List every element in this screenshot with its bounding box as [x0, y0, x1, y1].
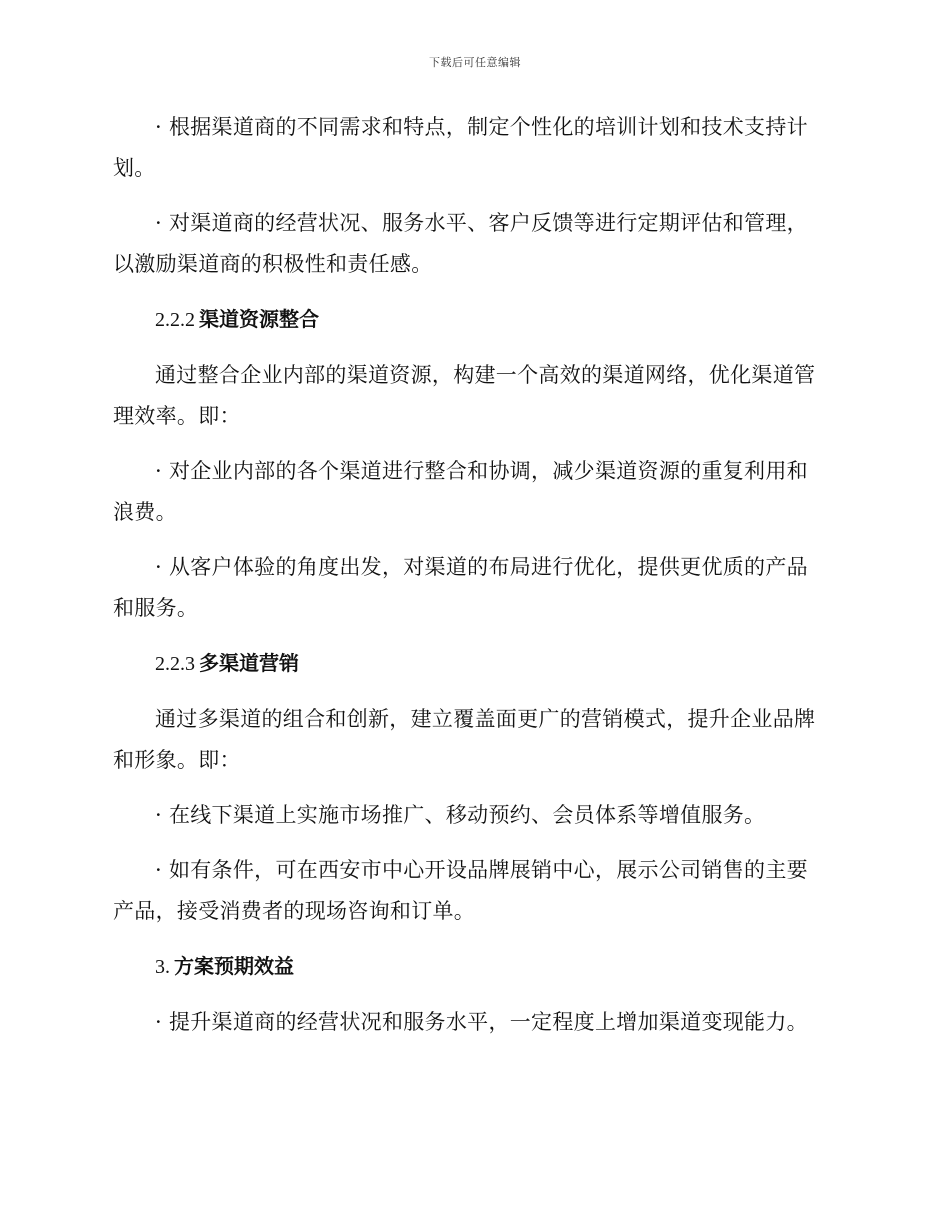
section-heading — [113, 643, 828, 685]
bullet-paragraph: · 根据渠道商的不同需求和特点，制定个性化的培训计划和技术支持计划。 — [113, 115, 808, 180]
section-title: 多渠道营销 — [199, 651, 299, 675]
section-title: 渠道资源整合 — [199, 307, 319, 331]
bullet-paragraph: · 对企业内部的各个渠道进行整合和协调，减少渠道资源的重复利用和浪费。 — [113, 459, 808, 524]
section-heading — [113, 946, 828, 988]
bullet-paragraph: · 在线下渠道上实施市场推广、移动预约、会员体系等增值服务。 — [155, 803, 766, 827]
section-number: 3. — [155, 956, 170, 978]
document-body — [113, 107, 828, 1043]
bullet-paragraph: · 从客户体验的角度出发，对渠道的布局进行优化，提供更优质的产品和服务。 — [113, 555, 808, 620]
section-title: 方案预期效益 — [174, 954, 294, 978]
bullet-paragraph: · 提升渠道商的经营状况和服务水平，一定程度上增加渠道变现能力。 — [155, 1010, 808, 1034]
page-header: 下载后可任意编辑 — [429, 56, 521, 69]
body-paragraph: 通过多渠道的组合和创新，建立覆盖面更广的营销模式，提升企业品牌和形象。即： — [113, 707, 816, 772]
bullet-paragraph: · 如有条件，可在西安市中心开设品牌展销中心，展示公司销售的主要产品，接受消费者的现场咨询和订单。 — [113, 858, 808, 923]
body-paragraph: 通过整合企业内部的渠道资源，构建一个高效的渠道网络，优化渠道管理效率。即： — [113, 363, 816, 428]
section-number: 2.2.2 — [155, 309, 195, 331]
section-number: 2.2.3 — [155, 653, 195, 675]
bullet-paragraph: · 对渠道商的经营状况、服务水平、客户反馈等进行定期评估和管理，以激励渠道商的积极性和责任感。 — [113, 211, 808, 276]
section-heading — [113, 299, 828, 341]
